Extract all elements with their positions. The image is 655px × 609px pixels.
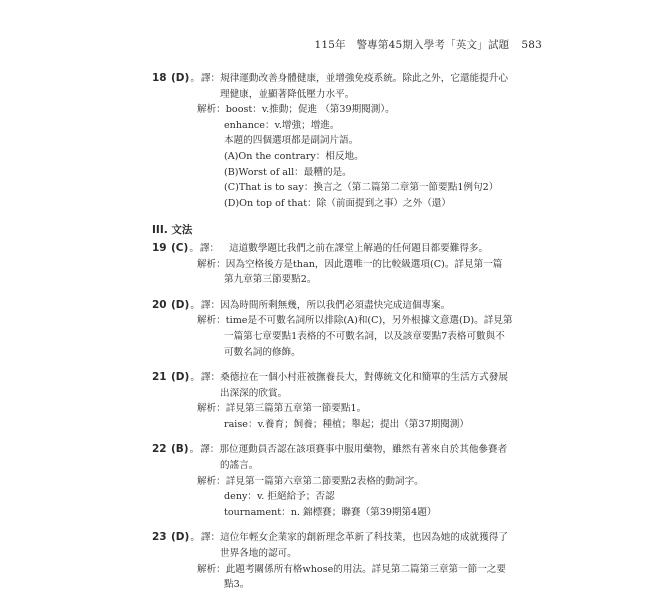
running-header <box>314 37 542 52</box>
translation-line: 出深深的欣賞。 <box>220 387 288 399</box>
analysis-line: 詳見第三篇第五章第一節要點1。 <box>225 403 367 415</box>
analysis-line: deny：v. 拒絕給予；否認 <box>224 491 335 503</box>
analysis-line: (D)On top of that：除（前面提到之事）之外（還） <box>224 197 451 209</box>
question-18: 18 (D) 。 譯： 規律運動改善身體健康，並增強免疫系統。除此之外，它還能提升心 理健康，並顯著降低壓力水平。 解析： boost：v.推動；促進 （第39期閱測）。 enhance：v.增強；增進。 本題的四個選項都是副詞片語。 (A)On the contrary：相反地。 (B)Worst of all：最糟的是。 (C)That is to say：換言之（第二篇第二章第一節要點1例句2） (D)On top of that：除（前面提到之事）之外（還） <box>152 71 512 211</box>
translation-line: 規律運動改善身體健康，並增強免疫系統。除此之外，它還能提升心 <box>220 73 508 84</box>
translation-label: 譯： <box>200 444 220 456</box>
translation-line: 這道數學題比我們之前在課堂上解過的任何題目都要難得多。 <box>229 242 489 254</box>
analysis-line: (B)Worst of all：最糟的是。 <box>224 166 352 178</box>
analysis-line: 此題考關係所有格whose的用法。詳見第二篇第三章第一節一之要 <box>225 563 506 575</box>
analysis-label: 解析： <box>197 104 226 116</box>
header-title: 115年 警專第45期入學考「英文」試題 <box>314 39 510 51</box>
translation-label: 譯： <box>200 299 221 311</box>
question-number: 20 <box>152 298 167 311</box>
answer-explanations <box>152 71 512 593</box>
answer-key: (B) <box>171 443 189 456</box>
answer-key: (D) <box>171 531 190 544</box>
translation-line: 桑德拉在一個小村莊被撫養長大，對傳統文化和簡單的生活方式發展 <box>220 372 508 384</box>
section-title: III. 文法 <box>152 224 193 237</box>
analysis-line: 因為空格後方是than，因此選唯一的比較級選項(C)。詳見第一篇 <box>225 258 503 270</box>
question-22: 22 (B) 。 譯： 那位運動員否認在該項賽事中服用藥物，雖然有著來自於其他參賽者 的謠言。 解析： 詳見第一篇第六章第二節要點2表格的動詞字。 deny：v. 拒絕給予；否認 tournament：n. 錦標賽；聯賽（第39期第4題） <box>152 442 512 520</box>
analysis-line: (C)That is to say：換言之（第二篇第二章第一節要點1例句2） <box>224 182 499 194</box>
answer-key: (D) <box>171 298 190 311</box>
analysis-line: tournament：n. 錦標賽；聯賽（第39期第4題） <box>224 506 437 518</box>
question-number: 19 <box>152 241 167 254</box>
analysis-label: 解析： <box>197 475 226 487</box>
translation-label: 譯： <box>200 532 221 544</box>
question-number: 22 <box>152 443 167 456</box>
analysis-line: 第九章第三節要點2。 <box>224 274 317 286</box>
question-number: 18 <box>152 72 167 84</box>
translation-line: 世界各地的認可。 <box>220 548 297 560</box>
analysis-label: 解析： <box>197 403 226 415</box>
analysis-line: 一篇第七章要點1表格的不可數名詞，以及該章要點7表格可數與不 <box>224 330 505 342</box>
analysis-label: 解析： <box>197 258 226 270</box>
question-21: 21 (D) 。 譯： 桑德拉在一個小村莊被撫養長大，對傳統文化和簡單的生活方式發展 出深深的欣賞。 解析： 詳見第三篇第五章第一節要點1。 raise：v.養育；飼養；種植；舉起；提出（第37期閱測） <box>152 370 512 432</box>
translation-label: 譯： <box>200 372 221 384</box>
translation-line: 因為時間所剩無幾，所以我們必須盡快完成這個專案。 <box>220 299 451 311</box>
translation-line: 那位運動員否認在該項賽事中服用藥物，雖然有著來自於其他參賽者 <box>219 444 508 456</box>
answer-key: (D) <box>171 371 190 384</box>
analysis-line: enhance：v.增強；增進。 <box>224 119 340 131</box>
translation-label: 譯： <box>199 242 220 254</box>
analysis-line: time是不可數名詞所以排除(A)和(C)，另外根據文意選(D)。詳見第 <box>225 315 513 327</box>
page-number: 583 <box>521 39 542 51</box>
question-23: 23 (D) 。 譯： 這位年輕女企業家的創新理念革新了科技業，也因為她的成就獲得了 世界各地的認可。 解析： 此題考關係所有格whose的用法。詳見第二篇第三章第一節一之要 點3。 <box>152 530 512 592</box>
analysis-line: raise：v.養育；飼養；種植；舉起；提出（第37期閱測） <box>224 418 469 430</box>
question-19: 19 (C) 。 譯： 這道數學題比我們之前在課堂上解過的任何題目都要難得多。 解析： 因為空格後方是than，因此選唯一的比較級選項(C)。詳見第一篇 第九章第三節要點2。 <box>152 241 512 288</box>
analysis-line: 本題的四個選項都是副詞片語。 <box>224 135 359 147</box>
question-number: 21 <box>152 371 167 384</box>
translation-line: 的謠言。 <box>220 460 259 472</box>
analysis-line: 詳見第一篇第六章第二節要點2表格的動詞字。 <box>225 475 424 487</box>
analysis-line: boost：v.推動；促進 （第39期閱測）。 <box>225 104 395 116</box>
analysis-label: 解析： <box>197 315 226 327</box>
question-number: 23 <box>152 531 167 544</box>
question-20: 20 (D) 。 譯： 因為時間所剩無幾，所以我們必須盡快完成這個專案。 解析： time是不可數名詞所以排除(A)和(C)，另外根據文意選(D)。詳見第 一篇第七章要點1表格的不可數名詞，以及該章要點7表格可數與不 可數名詞的修飾。 <box>152 298 512 360</box>
analysis-line: (A)On the contrary：相反地。 <box>224 150 364 162</box>
translation-line: 這位年輕女企業家的創新理念革新了科技業，也因為她的成就獲得了 <box>220 532 508 544</box>
translation-label: 譯： <box>200 73 221 84</box>
analysis-line: 可數名詞的修飾。 <box>224 346 301 358</box>
translation-line: 理健康，並顯著降低壓力水平。 <box>220 88 355 100</box>
answer-key: (D) <box>171 72 190 84</box>
answer-key: (C) <box>171 241 189 254</box>
analysis-label: 解析： <box>197 563 226 575</box>
analysis-line: 點3。 <box>224 579 250 591</box>
